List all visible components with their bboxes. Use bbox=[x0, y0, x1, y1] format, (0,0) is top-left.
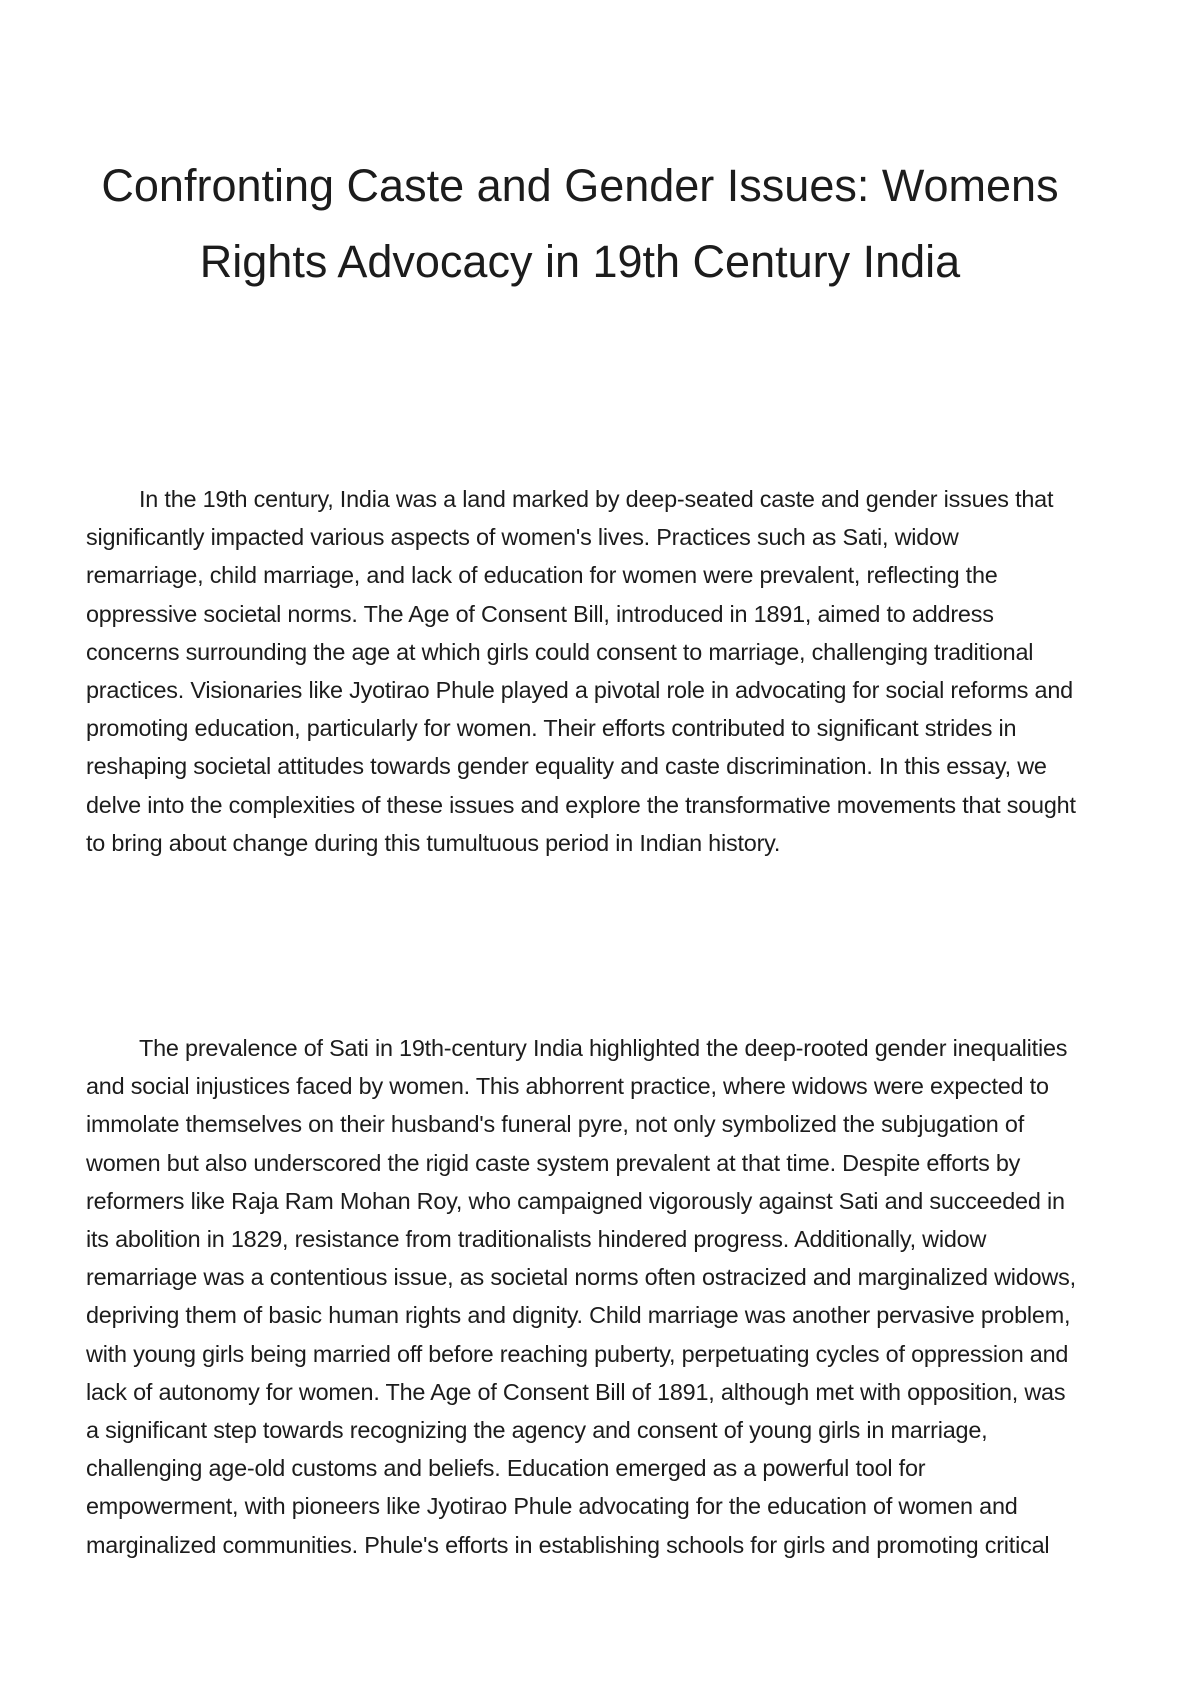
body-paragraph-sati: The prevalence of Sati in 19th-century India highlighted the deep-rooted gender inequalities and social injustices faced by women. This abhorrent practice, where widows were expected to immolate themselves on their husband's funeral pyre, not only symbolized the subjugation of women but also underscored the rigid caste system prevalent at that time. Despite efforts by reformers like Raja Ram Mohan Roy, who campaigned vigorously against Sati and succeeded in its abolition in 1829, resistance from traditionalists hindered progress. Additionally, widow remarriage was a contentious issue, as societal norms often ostracized and marginalized widows, depriving them of basic human rights and dignity. Child marriage was another pervasive problem, with young girls being married off before reaching puberty, perpetuating cycles of oppression and lack of autonomy for women. The Age of Consent Bill of 1891, although met with opposition, was a significant step towards recognizing the agency and consent of young girls in marriage, challenging age-old customs and beliefs. Education emerged as a powerful tool for empowerment, with pioneers like Jyotirao Phule advocating for the education of women and marginalized communities. Phule's efforts in establishing schools for girls and promoting critical bbox=[86, 1035, 1076, 1558]
document-title: Confronting Caste and Gender Issues: Womens Rights Advocacy in 19th Century India bbox=[101, 160, 1059, 287]
body-paragraph-intro: In the 19th century, India was a land marked by deep-seated caste and gender issues that significantly impacted various aspects of women's lives. Practices such as Sati, widow remarriage, child marriage, and lack of education for women were prevalent, reflecting the oppressive societal norms. The Age of Consent Bill, introduced in 1891, aimed to address concerns surrounding the age at which girls could consent to marriage, challenging traditional practices. Visionaries like Jyotirao Phule played a pivotal role in advocating for social reforms and promoting education, particularly for women. Their efforts contributed to significant strides in reshaping societal attitudes towards gender equality and caste discrimination. In this essay, we delve into the complexities of these issues and explore the transformative movements that sought to bring about change during this tumultuous period in Indian history. bbox=[86, 486, 1076, 856]
